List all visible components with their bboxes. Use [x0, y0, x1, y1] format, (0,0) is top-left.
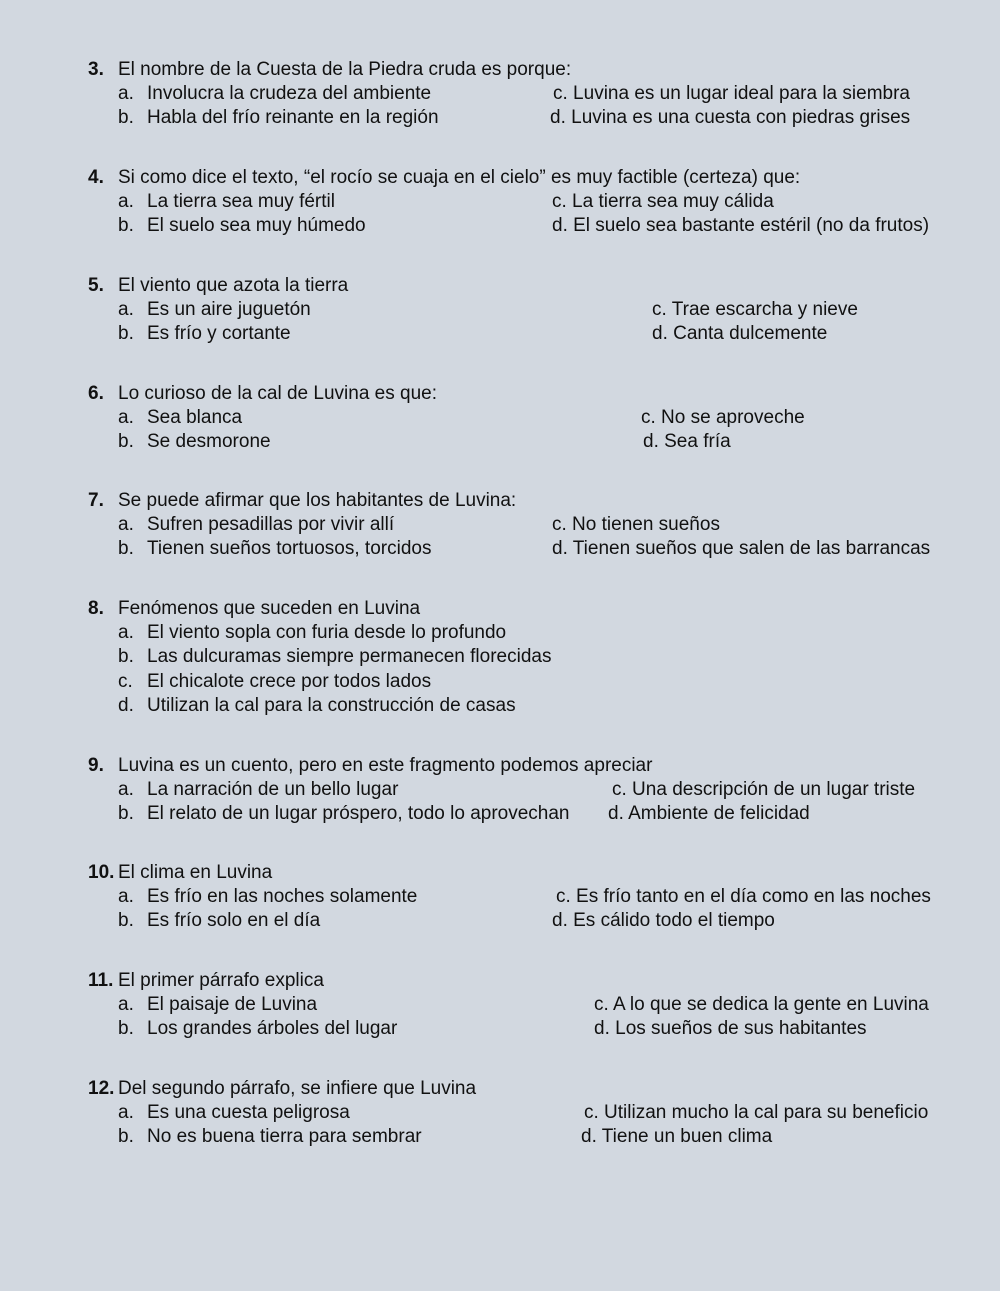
question-number: 12.	[88, 1078, 115, 1099]
question-text: El primer párrafo explica	[118, 970, 324, 991]
option-letter[interactable]: c.	[118, 671, 133, 692]
option-text[interactable]: Las dulcuramas siempre permanecen florecidas	[147, 646, 552, 667]
option-text[interactable]: El paisaje de Luvina	[147, 994, 318, 1015]
option-row	[0, 909, 1000, 933]
option-row	[0, 537, 1000, 561]
option-row	[0, 322, 1000, 346]
option-text[interactable]: Tienen sueños tortuosos, torcidos	[147, 538, 432, 559]
option-letter[interactable]: a.	[118, 622, 134, 643]
question-text: Luvina es un cuento, pero en este fragmento podemos apreciar	[118, 755, 653, 776]
option-letter[interactable]: d.	[118, 695, 134, 716]
option-right[interactable]: d. Los sueños de sus habitantes	[594, 1018, 867, 1039]
option-right[interactable]: c. No tienen sueños	[552, 514, 720, 535]
option-row	[0, 1125, 1000, 1149]
option-row	[0, 885, 1000, 909]
option-text[interactable]: Los grandes árboles del lugar	[147, 1018, 398, 1039]
option-letter[interactable]: a.	[118, 191, 134, 212]
option-right[interactable]: d. Luvina es una cuesta con piedras grises	[550, 107, 911, 128]
option-row	[0, 621, 1000, 645]
option-text[interactable]: Sufren pesadillas por vivir allí	[147, 514, 395, 535]
option-right[interactable]: c. Una descripción de un lugar triste	[612, 779, 916, 800]
option-row	[0, 1017, 1000, 1041]
option-letter[interactable]: b.	[118, 910, 134, 931]
option-row	[0, 298, 1000, 322]
option-right[interactable]: d. Ambiente de felicidad	[608, 803, 810, 824]
option-row	[0, 802, 1000, 826]
option-right[interactable]: d. Tienen sueños que salen de las barrancas	[552, 538, 931, 559]
option-letter[interactable]: a.	[118, 994, 134, 1015]
option-letter[interactable]: b.	[118, 431, 134, 452]
question-text: Fenómenos que suceden en Luvina	[118, 598, 421, 619]
option-right[interactable]: d. El suelo sea bastante estéril (no da frutos)	[552, 215, 930, 236]
option-letter[interactable]: b.	[118, 803, 134, 824]
option-text[interactable]: El suelo sea muy húmedo	[147, 215, 366, 236]
question-text: Se puede afirmar que los habitantes de Luvina:	[118, 490, 517, 511]
option-letter[interactable]: a.	[118, 886, 134, 907]
option-right[interactable]: c. Luvina es un lugar ideal para la siembra	[553, 83, 910, 104]
option-letter[interactable]: b.	[118, 1126, 134, 1147]
option-row	[0, 513, 1000, 537]
question-number: 6.	[88, 383, 104, 404]
option-text[interactable]: Involucra la crudeza del ambiente	[147, 83, 432, 104]
option-right[interactable]: c. Trae escarcha y nieve	[652, 299, 858, 320]
option-text[interactable]: Es una cuesta peligrosa	[147, 1102, 350, 1123]
question-number: 10.	[88, 862, 115, 883]
option-row	[0, 430, 1000, 454]
option-row	[0, 106, 1000, 130]
option-text[interactable]: Es frío y cortante	[147, 323, 291, 344]
option-right[interactable]: c. No se aproveche	[641, 407, 805, 428]
option-letter[interactable]: b.	[118, 323, 134, 344]
option-letter[interactable]: a.	[118, 514, 134, 535]
option-text[interactable]: Utilizan la cal para la construcción de casas	[147, 695, 516, 716]
question-number: 4.	[88, 167, 104, 188]
option-row	[0, 778, 1000, 802]
option-letter[interactable]: b.	[118, 215, 134, 236]
option-row	[0, 670, 1000, 694]
question-number: 7.	[88, 490, 104, 511]
question-number: 3.	[88, 59, 104, 80]
option-right[interactable]: d. Es cálido todo el tiempo	[552, 910, 775, 931]
option-text[interactable]: Es frío solo en el día	[147, 910, 321, 931]
option-letter[interactable]: a.	[118, 407, 134, 428]
question-text: Si como dice el texto, “el rocío se cuaja en el cielo” es muy factible (certeza) que:	[118, 167, 801, 188]
question-text: El clima en Luvina	[118, 862, 273, 883]
option-right[interactable]: c. Utilizan mucho la cal para su beneficio	[584, 1102, 929, 1123]
question-number: 8.	[88, 598, 104, 619]
option-row	[0, 82, 1000, 106]
option-text[interactable]: No es buena tierra para sembrar	[147, 1126, 422, 1147]
option-row	[0, 1101, 1000, 1125]
option-letter[interactable]: b.	[118, 1018, 134, 1039]
option-right[interactable]: d. Tiene un buen clima	[581, 1126, 773, 1147]
option-text[interactable]: El viento sopla con furia desde lo profundo	[147, 622, 507, 643]
question-number: 11.	[88, 970, 114, 991]
option-text[interactable]: Habla del frío reinante en la región	[147, 107, 439, 128]
option-letter[interactable]: a.	[118, 1102, 134, 1123]
question-text: Lo curioso de la cal de Luvina es que:	[118, 383, 437, 404]
option-text[interactable]: El chicalote crece por todos lados	[147, 671, 432, 692]
option-text[interactable]: El relato de un lugar próspero, todo lo aprovechan	[147, 803, 570, 824]
option-letter[interactable]: a.	[118, 83, 134, 104]
option-right[interactable]: d. Canta dulcemente	[652, 323, 828, 344]
question-text: Del segundo párrafo, se infiere que Luvina	[118, 1078, 477, 1099]
option-text[interactable]: Se desmorone	[147, 431, 271, 452]
question-text: El nombre de la Cuesta de la Piedra cruda es porque:	[118, 59, 572, 80]
option-row	[0, 406, 1000, 430]
option-row	[0, 190, 1000, 214]
option-text[interactable]: Es un aire juguetón	[147, 299, 311, 320]
option-letter[interactable]: a.	[118, 779, 134, 800]
option-right[interactable]: c. A lo que se dedica la gente en Luvina	[594, 994, 929, 1015]
option-letter[interactable]: b.	[118, 538, 134, 559]
option-row	[0, 645, 1000, 669]
option-text[interactable]: La narración de un bello lugar	[147, 779, 399, 800]
option-right[interactable]: d. Sea fría	[643, 431, 731, 452]
option-row	[0, 214, 1000, 238]
option-text[interactable]: La tierra sea muy fértil	[147, 191, 335, 212]
option-row	[0, 694, 1000, 718]
question-text: El viento que azota la tierra	[118, 275, 349, 296]
option-letter[interactable]: a.	[118, 299, 134, 320]
option-row	[0, 993, 1000, 1017]
option-text[interactable]: Sea blanca	[147, 407, 243, 428]
question-number: 9.	[88, 755, 104, 776]
question-number: 5.	[88, 275, 104, 296]
option-letter[interactable]: b.	[118, 107, 134, 128]
option-text[interactable]: Es frío en las noches solamente	[147, 886, 418, 907]
option-right[interactable]: c. La tierra sea muy cálida	[552, 191, 774, 212]
option-letter[interactable]: b.	[118, 646, 134, 667]
option-right[interactable]: c. Es frío tanto en el día como en las noches	[556, 886, 931, 907]
